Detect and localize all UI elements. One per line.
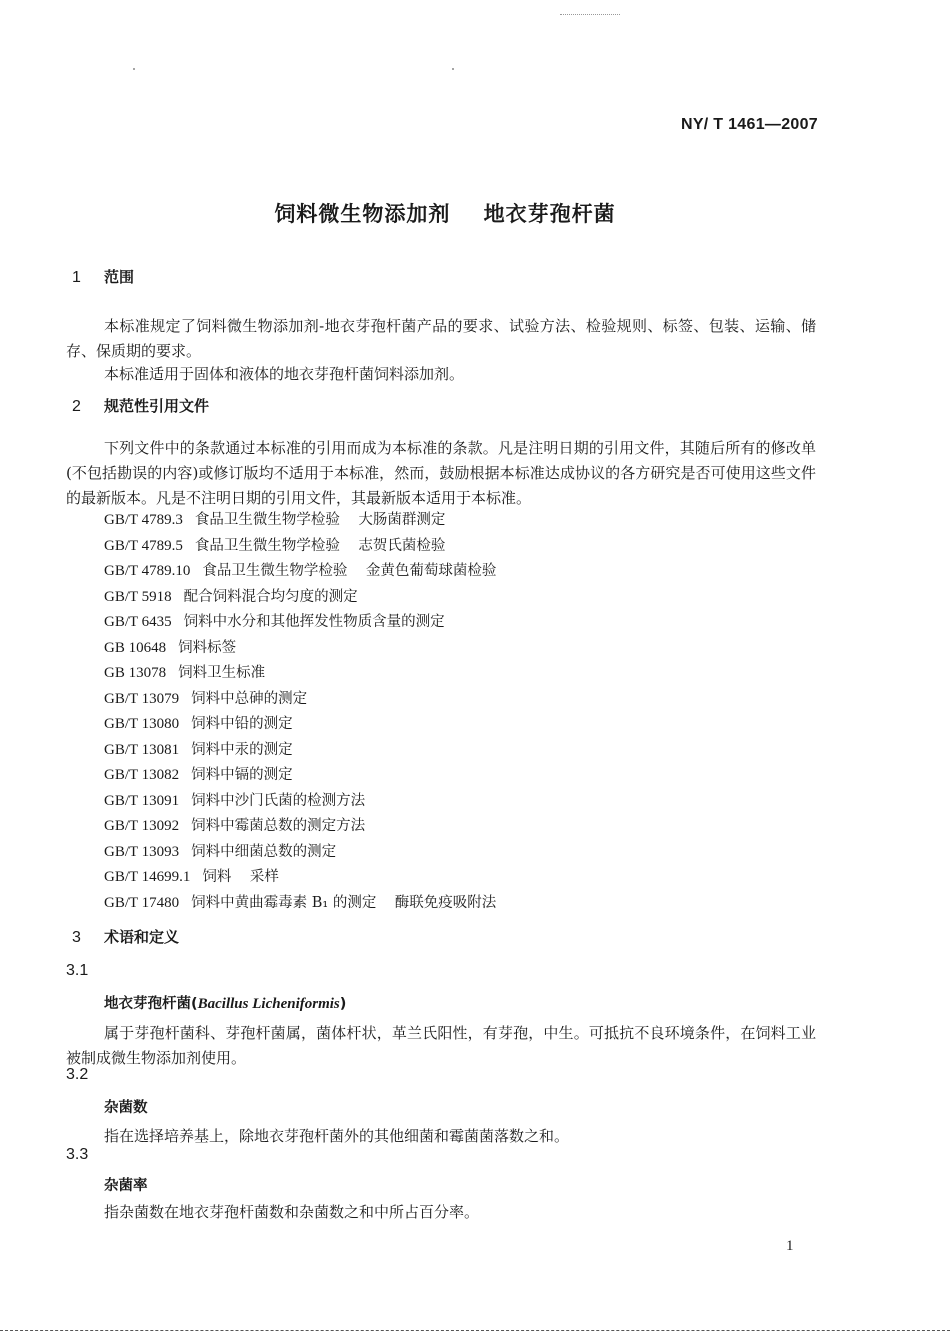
reference-list <box>104 508 496 916</box>
reference-item <box>104 865 496 891</box>
term-number: 3.1 <box>66 962 89 979</box>
scan-speck <box>133 68 135 70</box>
reference-code: GB/T 13091 <box>104 792 180 809</box>
standard-number: NY/ T 1461—2007 <box>680 116 818 133</box>
reference-code: GB/T 13092 <box>104 818 180 834</box>
reference-code: GB/T 13079 <box>104 690 180 707</box>
section-heading-terms <box>72 926 179 947</box>
reference-title: 饲料中汞的测定 <box>191 741 293 758</box>
term-definition: 指杂菌数在地衣芽孢杆菌数和杂菌数之和中所占百分率。 <box>104 1203 480 1221</box>
scope-paragraph-1: 本标准规定了饲料微生物添加剂-地衣芽孢杆菌产品的要求、试验方法、检验规则、标签、包装、运输、储存、保质期的要求。 <box>66 317 816 360</box>
reference-code: GB/T 14699.1 <box>104 869 191 885</box>
reference-title: 饲料标签 <box>178 639 237 656</box>
reference-code: GB/T 13080 <box>104 716 180 732</box>
scope-paragraph-2: 本标准适用于固体和液体的地衣芽孢杆菌饲料添加剂。 <box>104 365 465 383</box>
reference-title: 食品卫生微生物学检验 金黄色葡萄球菌检验 <box>202 563 497 579</box>
term-name-close: ) <box>339 996 347 1012</box>
reference-code: GB 10648 <box>104 639 167 656</box>
section-title: 术语和定义 <box>104 928 180 946</box>
footer-rule <box>0 1330 950 1331</box>
reference-item <box>104 814 496 840</box>
reference-title: 饲料 采样 <box>202 869 279 885</box>
reference-item <box>104 534 496 560</box>
reference-code: GB 13078 <box>104 665 167 681</box>
term-name: 杂菌数 <box>104 1100 148 1116</box>
reference-item <box>104 559 496 585</box>
reference-code: GB/T 17480 <box>104 894 180 911</box>
term-name-text: 地衣芽孢杆菌( <box>104 996 198 1012</box>
reference-item <box>104 789 496 815</box>
scan-speck <box>452 68 454 70</box>
term-name: 杂菌率 <box>104 1178 148 1194</box>
section-heading-normative <box>72 395 209 416</box>
section-heading-scope <box>72 266 134 287</box>
reference-code: GB/T 13093 <box>104 843 180 860</box>
term-name <box>104 992 346 1013</box>
scan-mark <box>560 14 620 15</box>
reference-code: GB/T 13082 <box>104 767 180 783</box>
reference-title: 食品卫生微生物学检验 志贺氏菌检验 <box>194 537 446 554</box>
term-number: 3.2 <box>66 1066 89 1083</box>
term-number: 3.3 <box>66 1146 89 1163</box>
reference-item <box>104 840 496 866</box>
reference-item <box>104 763 496 789</box>
normative-intro: 下列文件中的条款通过本标准的引用而成为本标准的条款。凡是注明日期的引用文件，其随后所有的修改单(不包括勘误的内容)或修订版均不适用于本标准，然而，鼓励根据本标准达成协议的各方研究是否可使用这些文件的最新版本。凡是不注明日期的引用文件，其最新版本适用于本标准。 <box>66 439 816 507</box>
reference-code: GB/T 4789.5 <box>104 537 183 554</box>
reference-title: 饲料中水分和其他挥发性物质含量的测定 <box>183 614 445 630</box>
reference-title: 饲料中霉菌总数的测定方法 <box>191 818 366 834</box>
reference-item <box>104 661 496 687</box>
reference-title: 饲料中细菌总数的测定 <box>191 843 337 860</box>
reference-code: GB/T 13081 <box>104 741 180 758</box>
section-title: 规范性引用文件 <box>104 397 210 415</box>
reference-item <box>104 687 496 713</box>
section-number: 2 <box>72 398 81 415</box>
reference-item <box>104 585 496 611</box>
reference-code: GB/T 4789.10 <box>104 563 191 579</box>
reference-code: GB/T 5918 <box>104 588 172 605</box>
reference-item <box>104 508 496 534</box>
section-number: 3 <box>72 929 81 946</box>
reference-title: 饲料卫生标准 <box>178 665 266 681</box>
reference-item <box>104 891 496 917</box>
reference-code: GB/T 4789.3 <box>104 512 183 528</box>
term-latin-name: Bacillus Licheniformis <box>197 996 340 1012</box>
reference-item <box>104 738 496 764</box>
reference-code: GB/T 6435 <box>104 614 172 630</box>
page-number: 1 <box>786 1238 794 1254</box>
reference-title: 食品卫生微生物学检验 大肠菌群测定 <box>194 512 446 528</box>
section-title: 范围 <box>104 268 135 286</box>
reference-title: 饲料中黄曲霉毒素 B₁ 的测定 酶联免疫吸附法 <box>191 894 497 911</box>
reference-title: 饲料中镉的测定 <box>191 767 293 783</box>
reference-title: 饲料中沙门氏菌的检测方法 <box>191 792 366 809</box>
section-number: 1 <box>72 269 81 286</box>
document-title: 饲料微生物添加剂 地衣芽孢杆菌 <box>274 202 616 226</box>
reference-title: 饲料中铅的测定 <box>191 716 293 732</box>
reference-title: 配合饲料混合均匀度的测定 <box>183 588 358 605</box>
term-definition: 指在选择培养基上，除地衣芽孢杆菌外的其他细菌和霉菌菌落数之和。 <box>104 1127 570 1145</box>
term-definition: 属于芽孢杆菌科、芽孢杆菌属，菌体杆状，革兰氏阳性，有芽孢，中生。可抵抗不良环境条件，在饲料工业被制成微生物添加剂使用。 <box>66 1024 816 1067</box>
reference-item <box>104 712 496 738</box>
reference-item <box>104 610 496 636</box>
reference-title: 饲料中总砷的测定 <box>191 690 308 707</box>
reference-item <box>104 636 496 662</box>
